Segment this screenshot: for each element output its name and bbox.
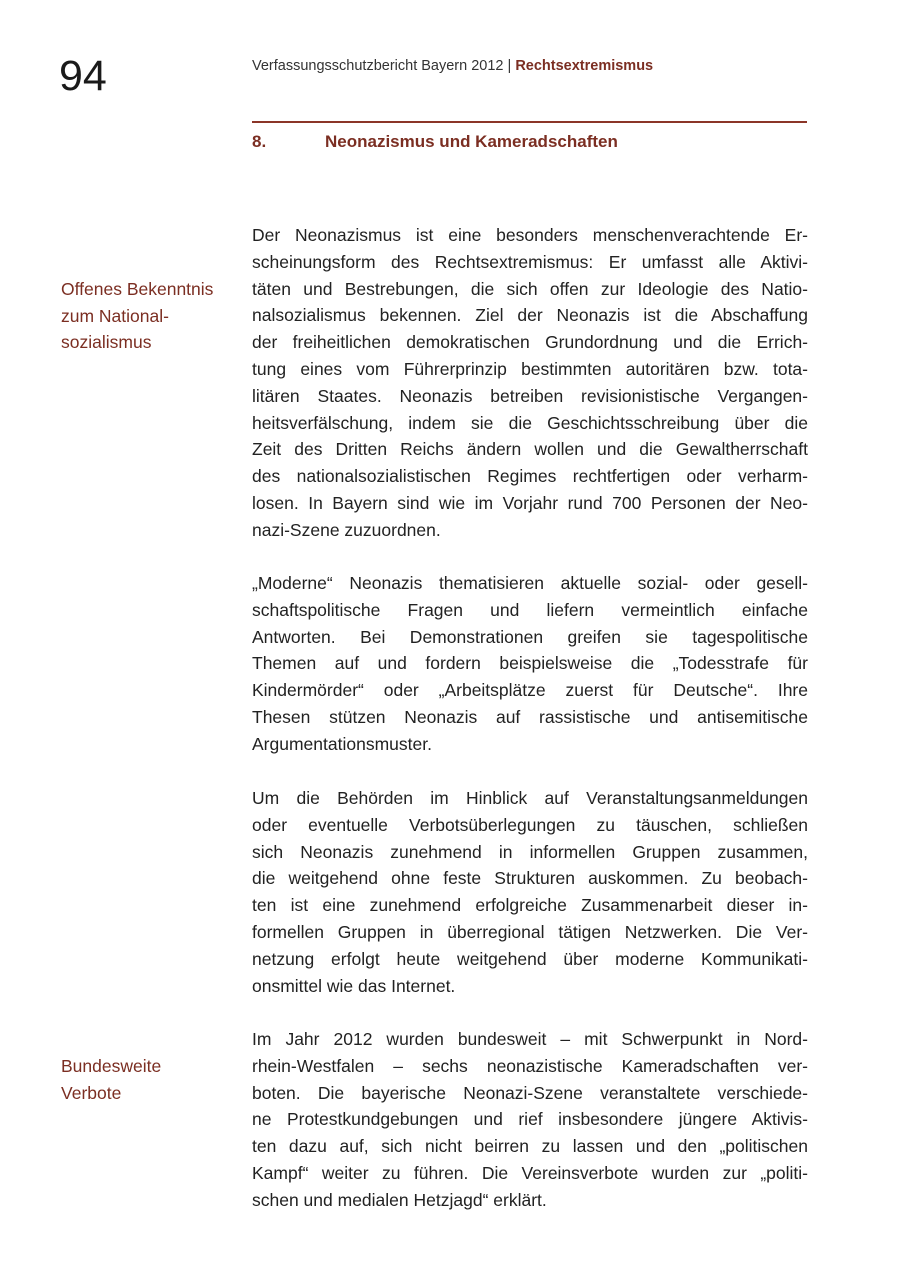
text-line: ten ist eine zunehmend erfolgreiche Zusammenarbeit dieser in- <box>252 895 808 916</box>
text-line: heitsverfälschung, indem sie die Geschichtsschreibung über die <box>252 412 808 433</box>
margin-note-line: sozialismus <box>61 332 152 352</box>
text-line: schen und medialen Hetzjagd“ erklärt. <box>252 1189 547 1210</box>
text-line: onsmittel wie das Internet. <box>252 975 456 996</box>
text-line: ne Protestkundgebungen und rief insbesondere jüngere Aktivis- <box>252 1109 808 1130</box>
text-line: nalsozialismus bekennen. Ziel der Neonazis ist die Abschaffung <box>252 305 808 326</box>
text-line: netzung erfolgt heute weitgehend über moderne Kommunikati- <box>252 948 808 969</box>
text-line: „Moderne“ Neonazis thematisieren aktuelle sozial- oder gesell- <box>252 573 808 593</box>
header-separator: | <box>503 58 516 74</box>
chapter-number: 8. <box>252 132 267 151</box>
text-line: oder eventuelle Verbotsüberlegungen zu täuschen, schließen <box>252 814 808 835</box>
text-line: Um die Behörden im Hinblick auf Veranstaltungsanmeldungen <box>252 788 808 808</box>
chapter-title: Neonazismus und Kameradschaften <box>325 132 618 151</box>
text-line: Argumentationsmuster. <box>252 733 432 754</box>
margin-note <box>61 276 246 356</box>
header-rule <box>252 121 807 123</box>
text-line: sich Neonazis zunehmend in informellen Gruppen zusammen, <box>252 841 808 862</box>
text-line: Zeit des Dritten Reichs ändern wollen und die Gewaltherrschaft <box>252 439 808 460</box>
text-line: des nationalsozialistischen Regimes rechtfertigen oder verharm- <box>252 466 808 487</box>
text-line: formellen Gruppen in überregional tätigen Netzwerken. Die Ver- <box>252 921 808 942</box>
text-line: Themen auf und fordern beispielsweise die „Todesstrafe für <box>252 653 808 674</box>
text-line: nazi-Szene zuzuordnen. <box>252 519 441 540</box>
margin-note-line: Offenes Bekenntnis <box>61 279 214 299</box>
text-line: tung eines vom Führerprinzip bestimmten autoritären bzw. tota- <box>252 358 808 379</box>
text-line: Der Neonazismus ist eine besonders menschenverachtende Er- <box>252 225 808 245</box>
text-line: täten und Bestrebungen, die sich offen zur Ideologie des Natio- <box>252 278 808 299</box>
text-line: Kampf“ weiter zu führen. Die Vereinsverbote wurden zur „politi- <box>252 1162 808 1183</box>
page-number: 94 <box>59 52 107 100</box>
text-line: losen. In Bayern sind wie im Vorjahr rund 700 Personen der Neo- <box>252 492 808 513</box>
text-line: Im Jahr 2012 wurden bundesweit – mit Schwerpunkt in Nord- <box>252 1029 808 1049</box>
text-line: ten dazu auf, sich nicht beirren zu lassen und den „politischen <box>252 1136 808 1157</box>
text-line: Kindermörder“ oder „Arbeitsplätze zuerst für Deutsche“. Ihre <box>252 680 808 701</box>
body-paragraph <box>252 570 808 758</box>
text-line: schaftspolitische Fragen und liefern vermeintlich einfache <box>252 599 808 620</box>
running-title: Verfassungsschutzbericht Bayern 2012 <box>252 58 504 74</box>
margin-note <box>61 1053 246 1106</box>
header-section: Rechtsextremismus <box>515 58 654 74</box>
body-paragraph <box>252 1026 808 1214</box>
text-line: Thesen stützen Neonazis auf rassistische und antisemitische <box>252 706 808 727</box>
margin-note-line: Bundesweite <box>61 1056 162 1076</box>
text-line: Antworten. Bei Demonstrationen greifen sie tagespolitische <box>252 626 808 647</box>
margin-note-line: zum National- <box>61 305 169 326</box>
text-line: rhein-Westfalen – sechs neonazistische Kameradschaften ver- <box>252 1055 808 1076</box>
text-line: litären Staates. Neonazis betreiben revisionistische Vergangen- <box>252 385 808 406</box>
running-header <box>252 57 653 75</box>
body-paragraph <box>252 222 808 544</box>
text-line: die weitgehend ohne feste Strukturen auskommen. Zu beobach- <box>252 868 808 889</box>
text-line: scheinungsform des Rechtsextremismus: Er umfasst alle Aktivi- <box>252 251 808 272</box>
text-line: der freiheitlichen demokratischen Grundordnung und die Errich- <box>252 332 808 353</box>
margin-note-line: Verbote <box>61 1082 122 1103</box>
body-paragraph <box>252 785 808 999</box>
text-line: boten. Die bayerische Neonazi-Szene veranstaltete verschiede- <box>252 1082 808 1103</box>
chapter-heading <box>252 131 618 153</box>
